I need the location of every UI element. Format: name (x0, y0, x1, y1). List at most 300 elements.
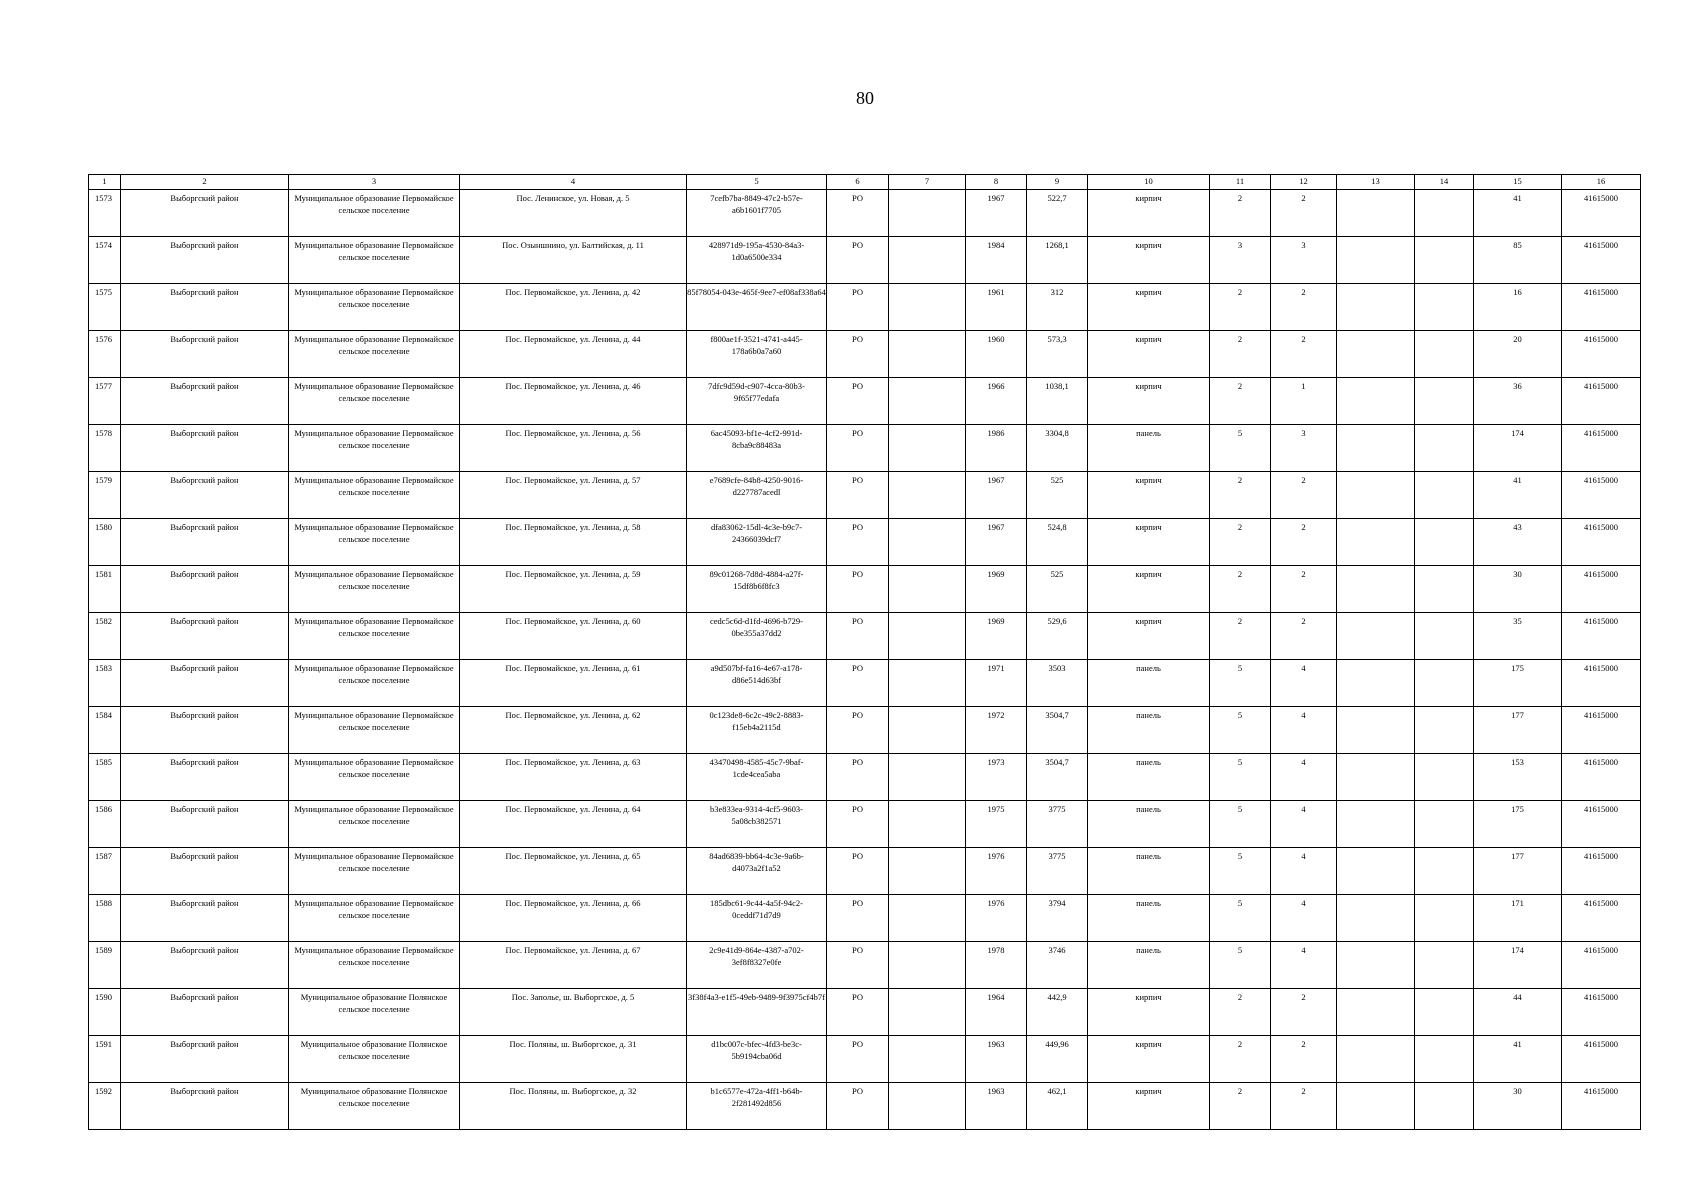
table-cell-col-2: Выборгский район (121, 284, 289, 331)
table-cell-col-7 (889, 519, 966, 566)
table-row (89, 613, 1641, 660)
table-cell-col-15: 41 (1474, 472, 1562, 519)
table-cell-col-9: 3794 (1027, 895, 1088, 942)
column-header-14: 14 (1415, 175, 1474, 190)
table-cell-col-3: Муниципальное образование Первомайское сельское поселение (289, 237, 460, 284)
table-cell-col-11: 2 (1210, 472, 1271, 519)
table-cell-col-4: Пос. Первомайское, ул. Ленина, д. 64 (460, 801, 687, 848)
table-cell-col-7 (889, 707, 966, 754)
table-cell-col-10: панель (1088, 754, 1210, 801)
table-cell-col-4: Пос. Первомайское, ул. Ленина, д. 65 (460, 848, 687, 895)
table-cell-col-9: 442,9 (1027, 989, 1088, 1036)
table-cell-col-10: панель (1088, 801, 1210, 848)
table-row (89, 848, 1641, 895)
table-cell-col-16: 41615000 (1562, 237, 1641, 284)
table-cell-col-3: Муниципальное образование Первомайское сельское поселение (289, 472, 460, 519)
table-cell-col-7 (889, 566, 966, 613)
column-header-11: 11 (1210, 175, 1271, 190)
column-header-12: 12 (1271, 175, 1337, 190)
table-cell-col-13 (1337, 472, 1415, 519)
table-cell-col-13 (1337, 190, 1415, 237)
table-cell-col-15: 36 (1474, 378, 1562, 425)
table-cell-col-14 (1415, 801, 1474, 848)
table-cell-col-9: 1268,1 (1027, 237, 1088, 284)
table-cell-col-8: 1966 (966, 378, 1027, 425)
table-cell-col-11: 5 (1210, 707, 1271, 754)
table-cell-col-9: 449,96 (1027, 1036, 1088, 1083)
table-cell-col-6: РО (827, 660, 889, 707)
table-cell-col-12: 2 (1271, 519, 1337, 566)
table-cell-col-9: 3503 (1027, 660, 1088, 707)
table-cell-col-9: 573,3 (1027, 331, 1088, 378)
table-row (89, 895, 1641, 942)
table-cell-col-4: Пос. Первомайское, ул. Ленина, д. 56 (460, 425, 687, 472)
table-cell-col-12: 2 (1271, 190, 1337, 237)
column-header-8: 8 (966, 175, 1027, 190)
table-cell-col-11: 5 (1210, 895, 1271, 942)
table-cell-col-11: 5 (1210, 848, 1271, 895)
table-cell-col-5: 6ac45093-bf1e-4cf2-991d-8cba9c88483a (687, 425, 827, 472)
table-cell-col-8: 1961 (966, 284, 1027, 331)
table-cell-col-2: Выборгский район (121, 989, 289, 1036)
table-cell-col-1: 1586 (89, 801, 121, 848)
table-cell-col-11: 2 (1210, 989, 1271, 1036)
column-header-5: 5 (687, 175, 827, 190)
table-cell-col-14 (1415, 425, 1474, 472)
table-cell-col-3: Муниципальное образование Первомайское сельское поселение (289, 613, 460, 660)
table-cell-col-12: 4 (1271, 895, 1337, 942)
table-row (89, 331, 1641, 378)
table-cell-col-12: 4 (1271, 660, 1337, 707)
table-cell-col-7 (889, 660, 966, 707)
table-cell-col-7 (889, 331, 966, 378)
table-cell-col-5: 0c123de8-6c2c-49c2-8883-f15eb4a2115d (687, 707, 827, 754)
table-cell-col-5: 185dbc61-9c44-4a5f-94c2-0ceddf71d7d9 (687, 895, 827, 942)
table-cell-col-13 (1337, 284, 1415, 331)
table-cell-col-3: Муниципальное образование Первомайское сельское поселение (289, 895, 460, 942)
table-cell-col-15: 174 (1474, 942, 1562, 989)
table-cell-col-10: кирпич (1088, 378, 1210, 425)
table-cell-col-4: Пос. Ленинское, ул. Новая, д. 5 (460, 190, 687, 237)
table-cell-col-1: 1576 (89, 331, 121, 378)
table-cell-col-16: 41615000 (1562, 754, 1641, 801)
table-body (89, 190, 1641, 1130)
table-cell-col-13 (1337, 566, 1415, 613)
table-cell-col-11: 2 (1210, 331, 1271, 378)
table-cell-col-6: РО (827, 801, 889, 848)
table-cell-col-8: 1963 (966, 1083, 1027, 1130)
table-cell-col-13 (1337, 895, 1415, 942)
table-cell-col-12: 3 (1271, 425, 1337, 472)
table-cell-col-11: 5 (1210, 425, 1271, 472)
table-cell-col-2: Выборгский район (121, 425, 289, 472)
table-cell-col-2: Выборгский район (121, 331, 289, 378)
table-cell-col-12: 4 (1271, 848, 1337, 895)
table-row (89, 1036, 1641, 1083)
table-row (89, 754, 1641, 801)
table-row (89, 989, 1641, 1036)
table-cell-col-5: 84ad6839-bb64-4c3e-9a6b-d4073a2f1a52 (687, 848, 827, 895)
table-cell-col-16: 41615000 (1562, 613, 1641, 660)
table-cell-col-12: 2 (1271, 1083, 1337, 1130)
table-cell-col-7 (889, 284, 966, 331)
table-cell-col-1: 1591 (89, 1036, 121, 1083)
table-cell-col-14 (1415, 848, 1474, 895)
column-header-13: 13 (1337, 175, 1415, 190)
table-cell-col-16: 41615000 (1562, 331, 1641, 378)
table-cell-col-4: Пос. Первомайское, ул. Ленина, д. 66 (460, 895, 687, 942)
table-cell-col-10: кирпич (1088, 1036, 1210, 1083)
table-cell-col-11: 5 (1210, 754, 1271, 801)
table-cell-col-3: Муниципальное образование Первомайское сельское поселение (289, 848, 460, 895)
table-cell-col-9: 1038,1 (1027, 378, 1088, 425)
table-cell-col-11: 5 (1210, 660, 1271, 707)
table-cell-col-9: 3304,8 (1027, 425, 1088, 472)
table-cell-col-4: Пос. Первомайское, ул. Ленина, д. 42 (460, 284, 687, 331)
table-cell-col-15: 44 (1474, 989, 1562, 1036)
table-cell-col-13 (1337, 331, 1415, 378)
table-cell-col-1: 1584 (89, 707, 121, 754)
table-cell-col-3: Муниципальное образование Полянское сельское поселение (289, 989, 460, 1036)
table-cell-col-14 (1415, 378, 1474, 425)
table-cell-col-8: 1963 (966, 1036, 1027, 1083)
table-cell-col-6: РО (827, 707, 889, 754)
table-cell-col-6: РО (827, 895, 889, 942)
table-cell-col-14 (1415, 1083, 1474, 1130)
table-cell-col-3: Муниципальное образование Первомайское сельское поселение (289, 707, 460, 754)
table-cell-col-15: 177 (1474, 848, 1562, 895)
table-cell-col-13 (1337, 942, 1415, 989)
table-cell-col-7 (889, 989, 966, 1036)
table-cell-col-1: 1589 (89, 942, 121, 989)
table-cell-col-1: 1590 (89, 989, 121, 1036)
table-cell-col-6: РО (827, 754, 889, 801)
table-cell-col-1: 1574 (89, 237, 121, 284)
column-header-7: 7 (889, 175, 966, 190)
table-cell-col-8: 1976 (966, 848, 1027, 895)
table-cell-col-1: 1581 (89, 566, 121, 613)
table-cell-col-6: РО (827, 378, 889, 425)
table-cell-col-12: 1 (1271, 378, 1337, 425)
table-cell-col-14 (1415, 519, 1474, 566)
table-cell-col-13 (1337, 425, 1415, 472)
column-header-10: 10 (1088, 175, 1210, 190)
table-cell-col-6: РО (827, 425, 889, 472)
table-cell-col-2: Выборгский район (121, 190, 289, 237)
table-cell-col-5: b1c6577e-472a-4ff1-b64b-2f281492d856 (687, 1083, 827, 1130)
table-cell-col-5: dfa83062-15dl-4c3e-b9c7-24366039dcf7 (687, 519, 827, 566)
table-cell-col-12: 2 (1271, 566, 1337, 613)
table-cell-col-5: f800ae1f-3521-4741-a445-178a6b0a7a60 (687, 331, 827, 378)
table-cell-col-9: 462,1 (1027, 1083, 1088, 1130)
table-cell-col-11: 2 (1210, 566, 1271, 613)
table-cell-col-14 (1415, 237, 1474, 284)
table-cell-col-5: d1bc007c-bfec-4fd3-be3c-5b9194cba06d (687, 1036, 827, 1083)
table-cell-col-2: Выборгский район (121, 942, 289, 989)
table-cell-col-9: 3504,7 (1027, 754, 1088, 801)
table-cell-col-2: Выборгский район (121, 519, 289, 566)
table-cell-col-1: 1587 (89, 848, 121, 895)
table-row (89, 284, 1641, 331)
table-cell-col-12: 4 (1271, 754, 1337, 801)
table-cell-col-1: 1588 (89, 895, 121, 942)
table-cell-col-3: Муниципальное образование Первомайское сельское поселение (289, 754, 460, 801)
table-cell-col-16: 41615000 (1562, 519, 1641, 566)
table-cell-col-1: 1573 (89, 190, 121, 237)
table-cell-col-12: 2 (1271, 1036, 1337, 1083)
table-cell-col-11: 2 (1210, 1036, 1271, 1083)
table-cell-col-8: 1967 (966, 190, 1027, 237)
table-cell-col-7 (889, 848, 966, 895)
table-cell-col-12: 2 (1271, 613, 1337, 660)
table-cell-col-3: Муниципальное образование Первомайское сельское поселение (289, 284, 460, 331)
table-cell-col-6: РО (827, 284, 889, 331)
table-cell-col-9: 3775 (1027, 848, 1088, 895)
table-cell-col-1: 1582 (89, 613, 121, 660)
table-cell-col-13 (1337, 613, 1415, 660)
table-cell-col-4: Пос. Первомайское, ул. Ленина, д. 62 (460, 707, 687, 754)
table-cell-col-12: 4 (1271, 801, 1337, 848)
table-cell-col-16: 41615000 (1562, 660, 1641, 707)
table-cell-col-10: панель (1088, 707, 1210, 754)
table-cell-col-1: 1580 (89, 519, 121, 566)
table-cell-col-15: 20 (1474, 331, 1562, 378)
table-row (89, 1083, 1641, 1130)
table-cell-col-5: cedc5c6d-d1fd-4696-b729-0be355a37dd2 (687, 613, 827, 660)
table-cell-col-2: Выборгский район (121, 378, 289, 425)
table-cell-col-4: Пос. Первомайское, ул. Ленина, д. 57 (460, 472, 687, 519)
table-cell-col-3: Муниципальное образование Первомайское сельское поселение (289, 566, 460, 613)
table-cell-col-11: 5 (1210, 801, 1271, 848)
table-cell-col-8: 1975 (966, 801, 1027, 848)
table-cell-col-3: Муниципальное образование Первомайское сельское поселение (289, 801, 460, 848)
table-cell-col-8: 1960 (966, 331, 1027, 378)
table-cell-col-6: РО (827, 190, 889, 237)
table-cell-col-9: 524,8 (1027, 519, 1088, 566)
table-cell-col-5: 7cefb7ba-8849-47c2-b57e-a6b1601f7705 (687, 190, 827, 237)
table-cell-col-2: Выборгский район (121, 566, 289, 613)
table-cell-col-4: Пос. Первомайское, ул. Ленина, д. 63 (460, 754, 687, 801)
table-cell-col-10: панель (1088, 848, 1210, 895)
table-row (89, 801, 1641, 848)
table-cell-col-10: кирпич (1088, 1083, 1210, 1130)
table-cell-col-12: 4 (1271, 707, 1337, 754)
table-cell-col-2: Выборгский район (121, 1036, 289, 1083)
table-cell-col-11: 2 (1210, 613, 1271, 660)
table-cell-col-13 (1337, 848, 1415, 895)
column-header-3: 3 (289, 175, 460, 190)
table-cell-col-14 (1415, 613, 1474, 660)
table-row (89, 660, 1641, 707)
table-cell-col-13 (1337, 707, 1415, 754)
table-cell-col-8: 1971 (966, 660, 1027, 707)
table-cell-col-10: кирпич (1088, 331, 1210, 378)
table-cell-col-7 (889, 1083, 966, 1130)
table-row (89, 190, 1641, 237)
table-cell-col-8: 1969 (966, 613, 1027, 660)
table-cell-col-14 (1415, 660, 1474, 707)
table-cell-col-5: 3f38f4a3-e1f5-49eb-9489-9f3975cf4b7f (687, 989, 827, 1036)
page-number: 80 (856, 88, 874, 108)
table-cell-col-15: 30 (1474, 566, 1562, 613)
table-cell-col-13 (1337, 1036, 1415, 1083)
column-header-2: 2 (121, 175, 289, 190)
table-cell-col-1: 1575 (89, 284, 121, 331)
table-cell-col-5: 7dfc9d59d-c907-4cca-80b3-9f65f77edafa (687, 378, 827, 425)
table-cell-col-16: 41615000 (1562, 942, 1641, 989)
table-cell-col-4: Пос. Заполье, ш. Выборгское, д. 5 (460, 989, 687, 1036)
table-cell-col-6: РО (827, 1083, 889, 1130)
table-cell-col-5: 428971d9-195a-4530-84a3-1d0a6500e334 (687, 237, 827, 284)
table-cell-col-2: Выборгский район (121, 613, 289, 660)
table-cell-col-13 (1337, 237, 1415, 284)
table-cell-col-3: Муниципальное образование Первомайское сельское поселение (289, 425, 460, 472)
table-cell-col-4: Пос. Первомайское, ул. Ленина, д. 59 (460, 566, 687, 613)
table-cell-col-5: 89c01268-7d8d-4884-a27f-15df8b6f8fc3 (687, 566, 827, 613)
table-cell-col-13 (1337, 989, 1415, 1036)
column-header-9: 9 (1027, 175, 1088, 190)
table-cell-col-8: 1972 (966, 707, 1027, 754)
table-cell-col-15: 30 (1474, 1083, 1562, 1130)
table-row (89, 707, 1641, 754)
table-cell-col-2: Выборгский район (121, 754, 289, 801)
table-cell-col-16: 41615000 (1562, 566, 1641, 613)
table-cell-col-10: кирпич (1088, 237, 1210, 284)
table-cell-col-7 (889, 472, 966, 519)
table-cell-col-4: Пос. Первомайское, ул. Ленина, д. 44 (460, 331, 687, 378)
table-cell-col-15: 175 (1474, 660, 1562, 707)
table-cell-col-16: 41615000 (1562, 848, 1641, 895)
table-cell-col-13 (1337, 519, 1415, 566)
table-cell-col-7 (889, 237, 966, 284)
table-cell-col-5: b3e833ea-9314-4cf5-9603-5a08cb382571 (687, 801, 827, 848)
table-cell-col-11: 2 (1210, 190, 1271, 237)
table-cell-col-11: 2 (1210, 519, 1271, 566)
table-cell-col-14 (1415, 895, 1474, 942)
table-cell-col-15: 85 (1474, 237, 1562, 284)
table-cell-col-8: 1969 (966, 566, 1027, 613)
table-cell-col-6: РО (827, 989, 889, 1036)
table-cell-col-5: 43470498-4585-45c7-9baf-1cde4cea5aba (687, 754, 827, 801)
table-cell-col-16: 41615000 (1562, 1036, 1641, 1083)
table-cell-col-6: РО (827, 613, 889, 660)
table-cell-col-10: панель (1088, 660, 1210, 707)
column-header-16: 16 (1562, 175, 1641, 190)
table-cell-col-7 (889, 754, 966, 801)
table-cell-col-10: кирпич (1088, 989, 1210, 1036)
table-cell-col-1: 1579 (89, 472, 121, 519)
table-cell-col-8: 1973 (966, 754, 1027, 801)
table-cell-col-10: кирпич (1088, 472, 1210, 519)
table-cell-col-14 (1415, 1036, 1474, 1083)
table-cell-col-7 (889, 190, 966, 237)
table-cell-col-10: кирпич (1088, 190, 1210, 237)
table-cell-col-9: 525 (1027, 566, 1088, 613)
table-cell-col-10: кирпич (1088, 519, 1210, 566)
table-cell-col-2: Выборгский район (121, 895, 289, 942)
table-cell-col-12: 2 (1271, 989, 1337, 1036)
table-cell-col-5: 85f78054-043e-465f-9ee7-ef08af338a64 (687, 284, 827, 331)
housing-registry-table (88, 174, 1641, 1130)
table-cell-col-6: РО (827, 237, 889, 284)
table-cell-col-7 (889, 1036, 966, 1083)
table-cell-col-13 (1337, 754, 1415, 801)
table-cell-col-14 (1415, 989, 1474, 1036)
table-cell-col-15: 174 (1474, 425, 1562, 472)
table-cell-col-5: e7689cfe-84b8-4250-9016-d227787acedl (687, 472, 827, 519)
table-cell-col-1: 1578 (89, 425, 121, 472)
table-cell-col-15: 35 (1474, 613, 1562, 660)
table-cell-col-4: Пос. Первомайское, ул. Ленина, д. 67 (460, 942, 687, 989)
table-cell-col-7 (889, 425, 966, 472)
table-cell-col-15: 153 (1474, 754, 1562, 801)
table-cell-col-3: Муниципальное образование Первомайское сельское поселение (289, 942, 460, 989)
table-cell-col-2: Выборгский район (121, 237, 289, 284)
table-cell-col-16: 41615000 (1562, 801, 1641, 848)
table-cell-col-16: 41615000 (1562, 284, 1641, 331)
table-cell-col-9: 3746 (1027, 942, 1088, 989)
table-cell-col-10: кирпич (1088, 566, 1210, 613)
table-cell-col-16: 41615000 (1562, 707, 1641, 754)
table-cell-col-15: 16 (1474, 284, 1562, 331)
table-cell-col-9: 529,6 (1027, 613, 1088, 660)
table-cell-col-7 (889, 378, 966, 425)
table-cell-col-13 (1337, 660, 1415, 707)
table-cell-col-7 (889, 801, 966, 848)
table-cell-col-9: 3775 (1027, 801, 1088, 848)
column-header-6: 6 (827, 175, 889, 190)
column-header-4: 4 (460, 175, 687, 190)
table-cell-col-6: РО (827, 331, 889, 378)
table-cell-col-13 (1337, 801, 1415, 848)
column-header-15: 15 (1474, 175, 1562, 190)
table-cell-col-3: Муниципальное образование Первомайское сельское поселение (289, 519, 460, 566)
table-cell-col-4: Пос. Первомайское, ул. Ленина, д. 58 (460, 519, 687, 566)
table-cell-col-6: РО (827, 566, 889, 613)
table-cell-col-12: 2 (1271, 331, 1337, 378)
table-cell-col-2: Выборгский район (121, 1083, 289, 1130)
table-cell-col-3: Муниципальное образование Первомайское сельское поселение (289, 660, 460, 707)
table-cell-col-14 (1415, 566, 1474, 613)
table-cell-col-11: 2 (1210, 378, 1271, 425)
table-cell-col-14 (1415, 754, 1474, 801)
table-cell-col-15: 177 (1474, 707, 1562, 754)
table-cell-col-15: 171 (1474, 895, 1562, 942)
table-cell-col-7 (889, 942, 966, 989)
table-cell-col-15: 41 (1474, 1036, 1562, 1083)
table-row (89, 472, 1641, 519)
table-cell-col-4: Пос. Озыншнино, ул. Балтийская, д. 11 (460, 237, 687, 284)
table-cell-col-8: 1976 (966, 895, 1027, 942)
table-cell-col-8: 1964 (966, 989, 1027, 1036)
table-cell-col-5: a9d507bf-fa16-4e67-a178-d86e514d63bf (687, 660, 827, 707)
header-row (89, 175, 1641, 190)
table-cell-col-3: Муниципальное образование Полянское сельское поселение (289, 1036, 460, 1083)
table-cell-col-16: 41615000 (1562, 190, 1641, 237)
table-cell-col-9: 522,7 (1027, 190, 1088, 237)
table-cell-col-1: 1577 (89, 378, 121, 425)
table-cell-col-3: Муниципальное образование Первомайское сельское поселение (289, 331, 460, 378)
table-cell-col-12: 2 (1271, 472, 1337, 519)
table-cell-col-10: панель (1088, 425, 1210, 472)
table-cell-col-11: 2 (1210, 284, 1271, 331)
table-cell-col-15: 41 (1474, 190, 1562, 237)
table-cell-col-12: 3 (1271, 237, 1337, 284)
table-cell-col-16: 41615000 (1562, 425, 1641, 472)
table-cell-col-8: 1986 (966, 425, 1027, 472)
table-cell-col-16: 41615000 (1562, 1083, 1641, 1130)
table-cell-col-14 (1415, 190, 1474, 237)
